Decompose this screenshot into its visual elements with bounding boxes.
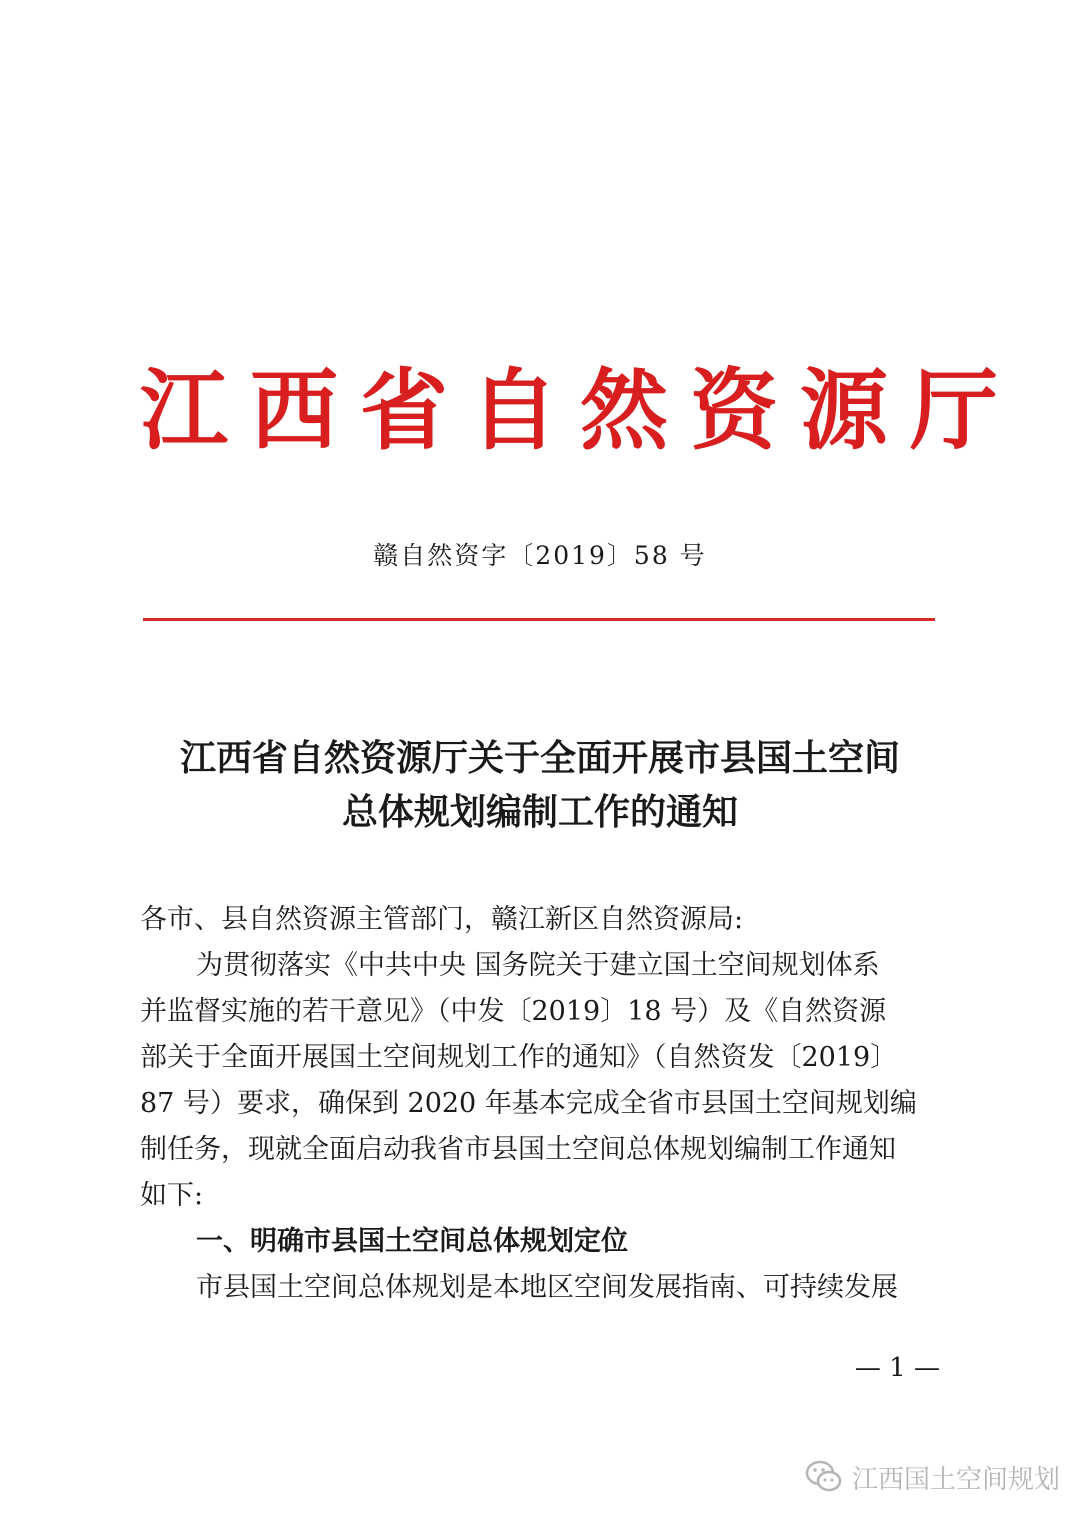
notice-title bbox=[140, 732, 940, 840]
wechat-watermark bbox=[780, 1454, 1060, 1500]
wechat-icon bbox=[804, 1457, 844, 1497]
paragraph-1-line-6: 如下: bbox=[140, 1180, 204, 1211]
masthead-title: 江西省自然资源厅 bbox=[140, 358, 1021, 462]
watermark-text: 江西国土空间规划 bbox=[851, 1464, 1060, 1495]
title-line-1: 江西省自然资源厅关于全面开展市县国土空间 bbox=[179, 738, 900, 779]
document-number: 赣自然资字〔2019〕58 号 bbox=[373, 541, 707, 570]
paragraph-1-line-3: 部关于全面开展国土空间规划工作的通知》（自然资发〔2019〕 bbox=[140, 1042, 898, 1073]
paragraph-1-line-4: 87 号）要求，确保到 2020 年基本完成全省市县国土空间规划编 bbox=[140, 1088, 917, 1119]
section-heading-1: 一、明确市县国土空间总体规划定位 bbox=[196, 1226, 628, 1257]
paragraph-1-line-5: 制任务，现就全面启动我省市县国土空间总体规划编制工作通知 bbox=[140, 1134, 896, 1165]
paragraph-2-line-1: 市县国土空间总体规划是本地区空间发展指南、可持续发展 bbox=[196, 1272, 898, 1303]
document-body bbox=[140, 897, 940, 1311]
red-divider-rule bbox=[143, 618, 935, 621]
title-line-2: 总体规划编制工作的通知 bbox=[341, 792, 738, 833]
page-number: — 1 — bbox=[854, 1353, 940, 1383]
paragraph-1-line-2: 并监督实施的若干意见》（中发〔2019〕18 号）及《自然资源 bbox=[140, 996, 887, 1027]
paragraph-1-line-1: 为贯彻落实《中共中央 国务院关于建立国土空间规划体系 bbox=[196, 950, 880, 981]
salutation: 各市、县自然资源主管部门，赣江新区自然资源局: bbox=[140, 904, 744, 935]
